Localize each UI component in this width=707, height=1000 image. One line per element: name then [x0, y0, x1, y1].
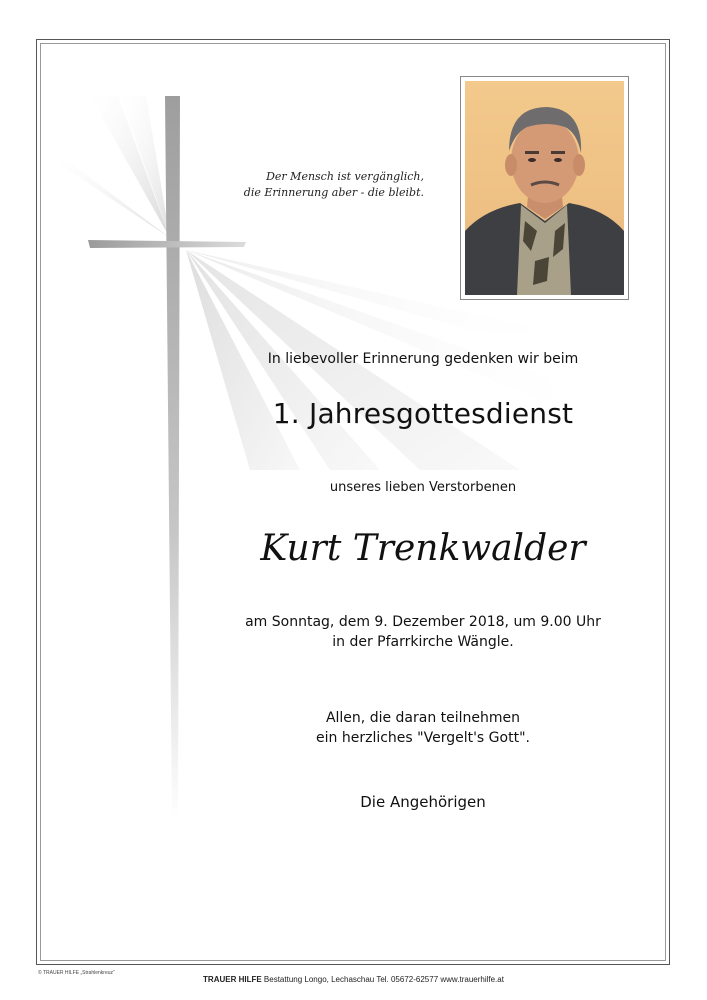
- deceased-name: Kurt Trenkwalder: [260, 528, 586, 569]
- footer-brand: TRAUER HILFE: [203, 975, 262, 984]
- signature: Die Angehörigen: [360, 793, 486, 811]
- upper-rays: [56, 96, 170, 238]
- intro-text: In liebevoller Erinnerung gedenken wir beim: [267, 351, 579, 367]
- portrait-frame: [460, 76, 629, 300]
- footer-copyright: © TRAUER HILFE „Strahlenkreuz“: [38, 970, 115, 976]
- footer-contact: [0, 975, 707, 984]
- portrait-photo: [465, 81, 624, 295]
- service-date-block: [200, 612, 646, 652]
- service-date: am Sonntag, dem 9. Dezember 2018, um 9.00 Uhr: [245, 614, 601, 630]
- thanks-line-2: ein herzliches "Vergelt's Gott".: [316, 730, 530, 746]
- quote-line-1: Der Mensch ist vergänglich,: [266, 170, 424, 183]
- portrait-illustration: [465, 81, 624, 295]
- memorial-quote: [210, 169, 424, 201]
- thanks-line-1: Allen, die daran teilnehmen: [325, 710, 521, 726]
- deceased-intro: unseres lieben Verstorbenen: [329, 480, 517, 495]
- service-location: in der Pfarrkirche Wängle.: [332, 634, 514, 650]
- footer-details: Bestattung Longo, Lechaschau Tel. 05672-62577 www.trauerhilfe.at: [261, 975, 504, 984]
- service-title: 1. Jahresgottesdienst: [272, 397, 574, 430]
- quote-line-2: die Erinnerung aber - die bleibt.: [243, 186, 424, 199]
- thanks-block: [200, 708, 646, 748]
